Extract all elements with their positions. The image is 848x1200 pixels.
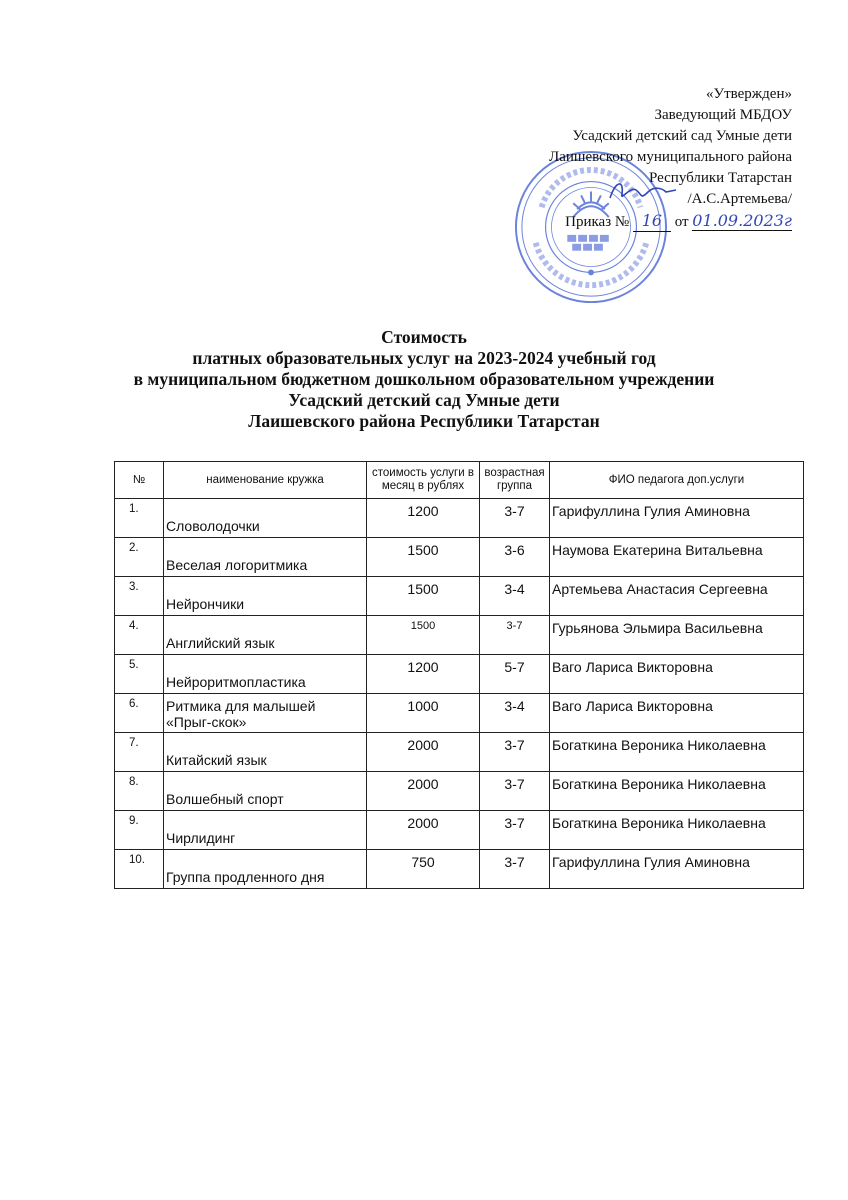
table-row [115,772,804,811]
row-age: 3-7 [504,854,525,870]
row-price: 2000 [407,737,439,753]
row-price: 1500 [410,620,436,632]
title-line4: Усадский детский сад Умные дети [288,390,560,410]
row-age: 3-4 [504,581,525,597]
order-date: 01.09.2023г [692,211,792,230]
document-title [0,327,848,432]
row-name: Нейроритмопластика [166,674,306,690]
row-teacher: Гарифуллина Гулия Аминовна [552,854,750,870]
table-row [115,538,804,577]
row-num: 1. [129,503,139,515]
row-teacher: Богаткина Вероника Николаевна [552,776,766,792]
row-teacher: Гурьянова Эльмира Васильевна [552,620,763,636]
row-name: Китайский язык [166,752,267,768]
row-teacher: Гарифуллина Гулия Аминовна [552,503,750,519]
table-header-row [115,462,804,499]
row-teacher: Ваго Лариса Викторовна [552,659,713,675]
approval-block [549,84,792,233]
table-row [115,577,804,616]
row-teacher: Богаткина Вероника Николаевна [552,815,766,831]
row-price: 2000 [407,776,439,792]
services-table [114,461,804,889]
row-num: 9. [129,815,139,827]
row-num: 6. [129,698,139,710]
row-price: 1500 [407,542,439,558]
approval-signer: /А.С.Артемьева/ [687,191,792,207]
title-line3: в муниципальном бюджетном дошкольном образовательном учреждении [133,369,715,389]
header-teacher: ФИО педагога доп.услуги [550,462,804,499]
header-num: № [115,462,164,499]
row-num: 10. [129,854,145,866]
approval-order [549,210,792,233]
row-age: 3-7 [504,815,525,831]
row-num: 8. [129,776,139,788]
approval-org-line1: Усадский детский сад Умные дети [572,128,792,144]
row-price: 1200 [407,659,439,675]
row-name: Нейрончики [166,596,245,612]
row-price: 1000 [407,698,439,714]
approval-title: «Утвержден» [705,86,792,102]
title-line5: Лаишевского района Республики Татарстан [248,411,600,431]
title-line2: платных образовательных услуг на 2023-2024 учебный год [192,348,656,368]
table-row [115,499,804,538]
title-line1: Стоимость [381,327,467,347]
row-num: 2. [129,542,139,554]
row-price: 1500 [407,581,439,597]
row-price: 750 [411,854,435,870]
table-row [115,655,804,694]
row-num: 7. [129,737,139,749]
row-age: 3-7 [504,737,525,753]
row-name: Словолодочки [166,518,260,534]
row-name-line2: «Прыг-скок» [166,714,247,730]
row-name: Веселая логоритмика [166,557,308,573]
approval-org-line3: Республики Татарстан [648,170,792,186]
row-age: 3-6 [504,542,525,558]
row-name: Волшебный спорт [166,791,284,807]
row-num: 4. [129,620,139,632]
header-name: наименование кружка [164,462,367,499]
row-age: 3-4 [504,698,525,714]
row-age: 3-7 [504,776,525,792]
row-teacher: Ваго Лариса Викторовна [552,698,713,714]
table-row [115,733,804,772]
row-name [166,698,364,730]
table-row [115,811,804,850]
row-age: 5-7 [504,659,525,675]
row-name-line1: Ритмика для малышей [166,698,316,714]
row-price: 2000 [407,815,439,831]
table-row [115,694,804,733]
row-teacher: Наумова Екатерина Витальевна [552,542,763,558]
table-row [115,616,804,655]
row-name: Английский язык [166,635,275,651]
row-age: 3-7 [504,503,525,519]
row-name: Чирлидинг [166,830,236,846]
row-num: 5. [129,659,139,671]
header-age: возрастная группа [480,462,550,499]
row-teacher: Артемьева Анастасия Сергеевна [552,581,768,597]
row-name: Группа продленного дня [166,869,325,885]
row-teacher: Богаткина Вероника Николаевна [552,737,766,753]
table-row [115,850,804,889]
row-price: 1200 [407,503,439,519]
order-label: Приказ № [565,214,630,230]
row-num: 3. [129,581,139,593]
approval-position: Заведующий МБДОУ [654,107,792,123]
header-price: стоимость услуги в месяц в рублях [367,462,480,499]
order-from-label: от [674,214,689,230]
approval-org-line2: Лаишевского муниципального района [549,149,792,165]
row-age: 3-7 [506,620,523,632]
order-number: 16 [633,210,671,232]
